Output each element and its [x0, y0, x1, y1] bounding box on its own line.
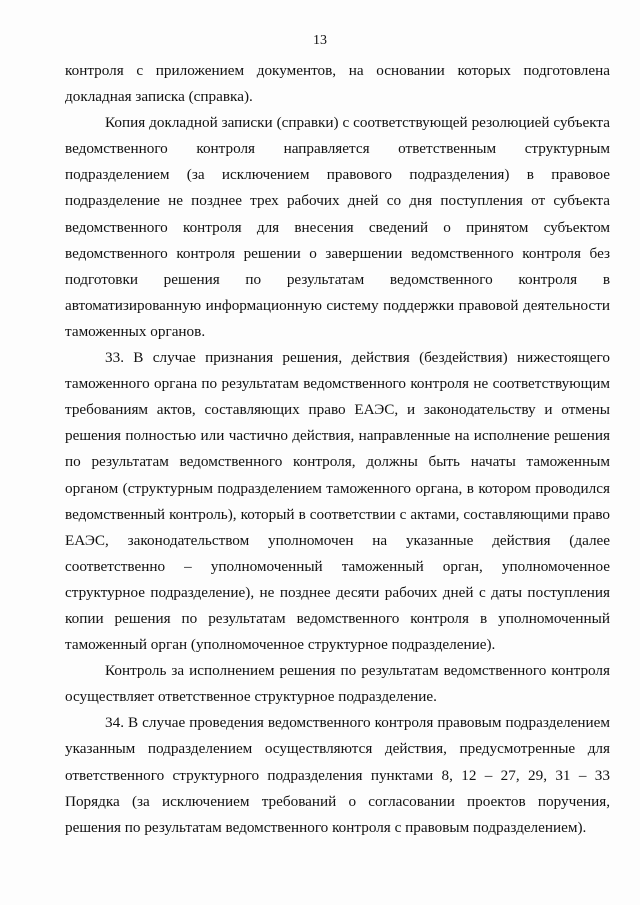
paragraph-item-33: 33. В случае признания решения, действия (бездействия) нижестоящего таможенного органа по результатам ведомственного контроля не соответствующим требованиям актов, составляющих право ЕАЭС, и законодательству и отмены решения полностью или частично действия, направленные на исполнение решения по результатам ведомственного контроля, должны быть начаты таможенным органом (структурным подразделением таможенного органа, в котором проводился ведомственный контроль), который в соответствии с актами, составляющими право ЕАЭС, законодательством уполномочен на указанные действия (далее соответственно – уполномоченный таможенный орган, уполномоченное структурное подразделение), не позднее десяти рабочих дней с даты поступления копии решения по результатам ведомственного контроля в уполномоченный таможенный орган (уполномоченное структурное подразделение).	[65, 349, 610, 654]
paragraph-continuation: контроля с приложением документов, на основании которых подготовлена докладная записка (справка).	[65, 62, 610, 106]
page-number: 13	[313, 33, 327, 48]
document-body	[65, 58, 610, 841]
paragraph-execution-control: Контроль за исполнением решения по результатам ведомственного контроля осуществляет ответственное структурное подразделение.	[65, 662, 610, 706]
paragraph-copy-of-memo: Копия докладной записки (справки) с соответствующей резолюцией субъекта ведомственного контроля направляется ответственным структурным подразделением (за исключением правового подразделения) в правовое подразделение не позднее трех рабочих дней со дня поступления от субъекта ведомственного контроля для внесения сведений о принятом субъектом ведомственного контроля решении о завершении ведомственного контроля без подготовки решения по результатам ведомственного контроля в автоматизированную информационную систему поддержки правовой деятельности таможенных органов.	[65, 114, 610, 340]
paragraph-item-34: 34. В случае проведения ведомственного контроля правовым подразделением указанным подразделением осуществляются действия, предусмотренные для ответственного структурного подразделения пунктами 8, 12 – 27, 29, 31 – 33 Порядка (за исключением требований о согласовании проектов поручения, решения по результатам ведомственного контроля с правовым подразделением).	[65, 714, 610, 836]
